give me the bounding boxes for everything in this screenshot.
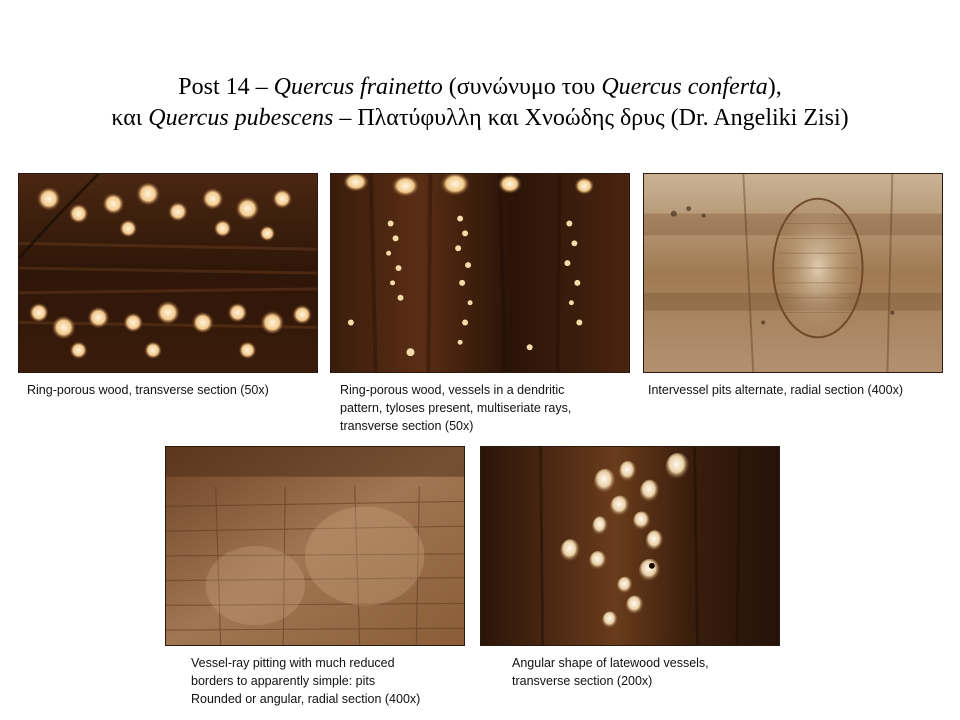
micrograph-dendritic-vessels-50x [330,173,630,373]
caption-figure-3: Intervessel pits alternate, radial section (400x) [648,383,903,397]
title-line1-end: ), [767,74,782,100]
title-conjunction: και [111,105,149,131]
caption-figure-4: Vessel-ray pitting with much reduced borders to apparently simple: pits Rounded or angular, radial section (400x) [191,656,421,706]
slide-title [40,72,920,134]
title-line-1 [40,72,920,103]
caption-figure-5: Angular shape of latewood vessels, transverse section (200x) [512,656,709,688]
title-common-names: – Πλατύφυλλη και Χνοώδης δρυς (Dr. Angeliki Zisi) [333,105,849,131]
title-species-conferta: Quercus conferta [601,74,768,100]
caption-figure-2: Ring-porous wood, vessels in a dendritic pattern, tyloses present, multiseriate rays, transverse section (50x) [340,383,572,433]
title-synonym-text: (συνώνυμο του [442,74,602,100]
title-species-pubescens: Quercus pubescens [148,105,334,131]
micrograph-intervessel-pits-400x [643,173,943,373]
title-line-2 [40,103,920,134]
micrograph-ring-porous-transverse-50x [18,173,318,373]
micrograph-angular-latewood-vessels-200x [480,446,780,646]
title-species-frainetto: Quercus frainetto [273,74,443,100]
title-post-number: Post 14 – [178,74,274,100]
micrograph-vessel-ray-pitting-400x [165,446,465,646]
caption-figure-1: Ring-porous wood, transverse section (50x) [27,383,269,397]
